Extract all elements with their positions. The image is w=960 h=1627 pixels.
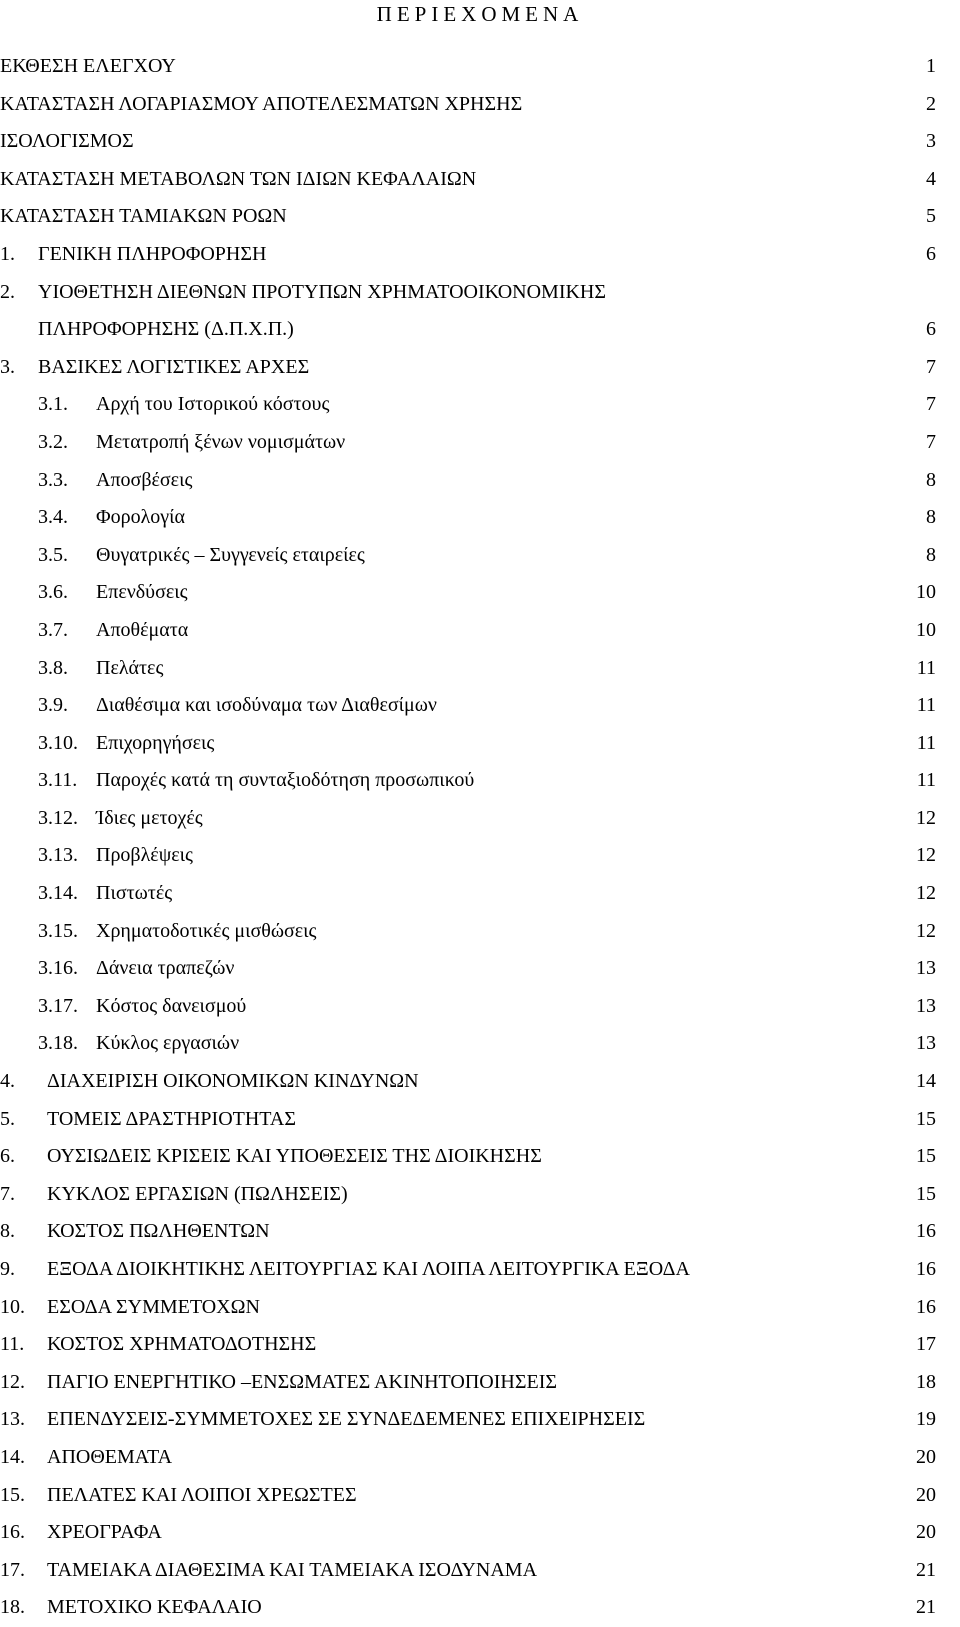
- toc-entry[interactable]: [0, 988, 960, 1026]
- toc-entry-page-number: 4: [926, 167, 936, 190]
- toc-entry[interactable]: [0, 424, 960, 462]
- toc-entry-number: 3.3.: [38, 468, 68, 491]
- toc-entry[interactable]: [0, 161, 960, 199]
- toc-entry[interactable]: [0, 236, 960, 274]
- toc-entry-number: 3.6.: [38, 581, 68, 604]
- toc-entry[interactable]: [0, 800, 960, 838]
- toc-entry-page-number: 5: [926, 205, 936, 228]
- toc-entry[interactable]: [0, 1477, 960, 1515]
- toc-entry-title: Μετατροπή ξένων νομισμάτων: [96, 430, 346, 453]
- toc-entry[interactable]: [0, 612, 960, 650]
- toc-entry[interactable]: [0, 837, 960, 875]
- toc-entry[interactable]: [0, 1589, 960, 1627]
- toc-entry-number: 3.11.: [38, 769, 78, 792]
- toc-entry[interactable]: [0, 462, 960, 500]
- toc-entry-title: ΤΑΜΕΙΑΚΑ ΔΙΑΘΕΣΙΜΑ ΚΑΙ ΤΑΜΕΙΑΚΑ ΙΣΟΔΥΝΑΜΑ: [47, 1558, 538, 1581]
- toc-entry-page-number: 11: [916, 656, 936, 679]
- toc-entry-title: ΕΣΟΔΑ ΣΥΜΜΕΤΟΧΩΝ: [47, 1295, 260, 1318]
- toc-entry-title: Αποθέματα: [96, 618, 189, 641]
- toc-entry[interactable]: [0, 1213, 960, 1251]
- toc-entry-page-number: 12: [916, 844, 936, 867]
- toc-entry-number: 3.4.: [38, 506, 68, 529]
- toc-entry-page-number: 7: [926, 355, 936, 378]
- toc-entry-title: ΚΑΤΑΣΤΑΣΗ ΤΑΜΙΑΚΩΝ ΡΟΩΝ: [0, 205, 287, 228]
- toc-entry[interactable]: [0, 1101, 960, 1139]
- toc-entry-number: 5.: [0, 1107, 15, 1130]
- toc-entry-title: ΥΙΟΘΕΤΗΣΗ ΔΙΕΘΝΩΝ ΠΡΟΤΥΠΩΝ ΧΡΗΜΑΤΟΟΙΚΟΝΟΜΙΚΗΣ: [38, 280, 607, 303]
- toc-entry-page-number: 16: [916, 1258, 936, 1280]
- toc-entry-title: ΟΥΣΙΩΔΕΙΣ ΚΡΙΣΕΙΣ ΚΑΙ ΥΠΟΘΕΣΕΙΣ ΤΗΣ ΔΙΟΙΚΗΣΗΣ: [47, 1145, 542, 1168]
- toc-entry-number: 2.: [0, 280, 15, 303]
- toc-entry-number: 3.15.: [38, 919, 78, 942]
- toc-entry-page-number: 15: [916, 1182, 936, 1205]
- toc-entry-title: Κύκλος εργασιών: [96, 1032, 240, 1055]
- toc-entry[interactable]: [0, 762, 960, 800]
- toc-entry[interactable]: [0, 386, 960, 424]
- toc-entry[interactable]: [0, 537, 960, 575]
- toc-entry-page-number: 11: [916, 769, 936, 792]
- toc-entry-number: 3.13.: [38, 844, 78, 867]
- toc-entry-number: 16.: [0, 1521, 25, 1544]
- toc-entry-title: Επιχορηγήσεις: [96, 731, 215, 754]
- toc-entry-title: Επενδύσεις: [96, 581, 188, 604]
- toc-entry[interactable]: [0, 349, 960, 387]
- toc-entry-number: 3.14.: [38, 882, 78, 905]
- toc-entry-number: 10.: [0, 1295, 25, 1318]
- toc-entry[interactable]: [0, 1138, 960, 1176]
- toc-entry-title: Χρηματοδοτικές μισθώσεις: [96, 919, 317, 942]
- toc-entry-page-number: 2: [926, 92, 936, 115]
- toc-entry-title: ΕΚΘΕΣΗ ΕΛΕΓΧΟΥ: [0, 55, 176, 77]
- toc-entry-page-number: 8: [926, 506, 936, 529]
- toc-entry-page-number: 15: [916, 1107, 936, 1130]
- toc-entry-number: 6.: [0, 1145, 15, 1168]
- toc-entry-page-number: 6: [926, 242, 936, 265]
- toc-entry-number: 3.: [0, 355, 15, 378]
- toc-entry[interactable]: [0, 1439, 960, 1477]
- toc-entry-title: ΕΞΟΔΑ ΔΙΟΙΚΗΤΙΚΗΣ ΛΕΙΤΟΥΡΓΙΑΣ ΚΑΙ ΛΟΙΠΑ ΛΕΙΤΟΥΡΓΙΚΑ ΕΞΟΔΑ: [47, 1258, 690, 1280]
- toc-entry-title: ΒΑΣΙΚΕΣ ΛΟΓΙΣΤΙΚΕΣ ΑΡΧΕΣ: [38, 355, 310, 378]
- toc-entry-title: ΚΟΣΤΟΣ ΠΩΛΗΘΕΝΤΩΝ: [47, 1220, 270, 1243]
- toc-entry-page-number: 18: [916, 1370, 936, 1393]
- toc-entry-page-number: 13: [916, 957, 936, 980]
- toc-entry-number: 9.: [0, 1258, 15, 1280]
- toc-entry-title: ΠΛΗΡΟΦΟΡΗΣΗΣ (Δ.Π.Χ.Π.): [38, 318, 294, 341]
- toc-entry-title: ΤΟΜΕΙΣ ΔΡΑΣΤΗΡΙΟΤΗΤΑΣ: [47, 1107, 296, 1130]
- toc-entry-page-number: 8: [926, 468, 936, 491]
- toc-entry-page-number: 21: [916, 1596, 936, 1619]
- toc-entry[interactable]: [0, 725, 960, 763]
- toc-entry-title: ΔΙΑΧΕΙΡΙΣΗ ΟΙΚΟΝΟΜΙΚΩΝ ΚΙΝΔΥΝΩΝ: [47, 1070, 419, 1093]
- toc-entry-title: ΚΟΣΤΟΣ ΧΡΗΜΑΤΟΔΟΤΗΣΗΣ: [47, 1333, 317, 1356]
- toc-entry-page-number: 11: [916, 694, 936, 717]
- toc-entry-title: ΚΑΤΑΣΤΑΣΗ ΛΟΓΑΡΙΑΣΜΟΥ ΑΠΟΤΕΛΕΣΜΑΤΩΝ ΧΡΗΣΗΣ: [0, 92, 523, 115]
- toc-entry-title: ΧΡΕΟΓΡΑΦΑ: [47, 1521, 162, 1544]
- toc-entry-page-number: 12: [916, 882, 936, 905]
- toc-entry-number: 12.: [0, 1370, 25, 1393]
- toc-entry-page-number: 11: [916, 731, 936, 754]
- toc-entry-number: 3.10.: [38, 731, 78, 754]
- toc-entry-page-number: 14: [916, 1070, 936, 1093]
- toc-entry-number: 3.2.: [38, 430, 68, 453]
- toc-entry-page-number: 16: [916, 1220, 936, 1243]
- toc-entry-title: ΙΣΟΛΟΓΙΣΜΟΣ: [0, 130, 134, 153]
- toc-entry-title: ΚΑΤΑΣΤΑΣΗ ΜΕΤΑΒΟΛΩΝ ΤΩΝ ΙΔΙΩΝ ΚΕΦΑΛΑΙΩΝ: [0, 167, 477, 190]
- toc-entry-page-number: 13: [916, 1032, 936, 1055]
- toc-entry-page-number: 1: [926, 55, 936, 77]
- toc-entry-title: ΠΕΛΑΤΕΣ ΚΑΙ ΛΟΙΠΟΙ ΧΡΕΩΣΤΕΣ: [47, 1483, 357, 1506]
- toc-entry-title: ΜΕΤΟΧΙΚΟ ΚΕΦΑΛΑΙΟ: [47, 1596, 262, 1619]
- toc-entry-number: 3.9.: [38, 694, 68, 717]
- toc-entry[interactable]: [0, 1063, 960, 1101]
- toc-entry-title: Φορολογία: [96, 506, 185, 529]
- toc-entry[interactable]: [0, 1251, 960, 1289]
- toc-entry[interactable]: [0, 198, 960, 236]
- toc-entry[interactable]: [0, 875, 960, 913]
- toc-entry-title: ΕΠΕΝΔΥΣΕΙΣ-ΣΥΜΜΕΤΟΧΕΣ ΣΕ ΣΥΝΔΕΔΕΜΕΝΕΣ ΕΠΙΧΕΙΡΗΣΕΙΣ: [47, 1408, 646, 1431]
- toc-entry-number: 4.: [0, 1070, 15, 1093]
- toc-entry-title: Προβλέψεις: [96, 844, 193, 867]
- toc-entry-title: Πελάτες: [96, 656, 164, 679]
- toc-entry-title: ΑΠΟΘΕΜΑΤΑ: [47, 1445, 173, 1468]
- toc-entry-page-number: 7: [926, 430, 936, 453]
- toc-entry-page-number: 17: [916, 1333, 936, 1356]
- toc-entry-number: 3.12.: [38, 806, 78, 829]
- toc-entry-title: Αποσβέσεις: [96, 468, 193, 491]
- toc-entry[interactable]: [0, 1025, 960, 1063]
- toc-entry-number: 14.: [0, 1445, 25, 1468]
- toc-entry-page-number: 19: [916, 1408, 936, 1431]
- toc-entry-page-number: 20: [916, 1521, 936, 1544]
- toc-entry-title: Παροχές κατά τη συνταξιοδότηση προσωπικού: [96, 769, 475, 792]
- toc-entry-number: 3.7.: [38, 618, 68, 641]
- toc-entry-number: 3.8.: [38, 656, 68, 679]
- toc-entry-page-number: 10: [916, 618, 936, 641]
- toc-entry-page-number: 21: [916, 1558, 936, 1581]
- toc-entry-title: Θυγατρικές – Συγγενείς εταιρείες: [96, 543, 365, 566]
- toc-entry[interactable]: [0, 950, 960, 988]
- toc-entry-page-number: 3: [926, 130, 936, 153]
- toc-entry-number: 15.: [0, 1483, 25, 1506]
- toc-entry[interactable]: [0, 274, 960, 312]
- toc-entry-page-number: 16: [916, 1295, 936, 1318]
- toc-entry-page-number: 20: [916, 1445, 936, 1468]
- toc-entry-page-number: 7: [926, 393, 936, 416]
- toc-entry[interactable]: [0, 499, 960, 537]
- toc-entry[interactable]: [0, 123, 960, 161]
- toc-entry-title: Ίδιες μετοχές: [96, 806, 203, 829]
- toc-entry[interactable]: [0, 1176, 960, 1214]
- toc-entry-page-number: 20: [916, 1483, 936, 1506]
- page-title: ΠΕΡΙΕΧΟΜΕΝΑ: [376, 2, 584, 26]
- toc-entry-number: 3.5.: [38, 543, 68, 566]
- toc-entry[interactable]: [0, 1326, 960, 1364]
- toc-entry-title: Αρχή του Ιστορικού κόστους: [96, 393, 330, 416]
- toc-entry-number: 8.: [0, 1220, 15, 1243]
- toc-entry[interactable]: [0, 574, 960, 612]
- toc-entry[interactable]: [0, 1401, 960, 1439]
- toc-entry-title: Διαθέσιμα και ισοδύναμα των Διαθεσίμων: [96, 694, 437, 717]
- toc-entry-number: 3.18.: [38, 1032, 78, 1055]
- toc-entry-title: Πιστωτές: [96, 882, 173, 905]
- toc-entry-title: ΚΥΚΛΟΣ ΕΡΓΑΣΙΩΝ (ΠΩΛΗΣΕΙΣ): [47, 1182, 348, 1205]
- toc-entry[interactable]: [0, 650, 960, 688]
- table-of-contents: [0, 48, 960, 1627]
- toc-entry-page-number: 8: [926, 543, 936, 566]
- toc-entry-page-number: 10: [916, 581, 936, 604]
- toc-entry-page-number: 12: [916, 919, 936, 942]
- toc-entry[interactable]: [0, 1514, 960, 1552]
- toc-entry[interactable]: [0, 913, 960, 951]
- toc-entry[interactable]: [0, 1364, 960, 1402]
- toc-entry-page-number: 15: [916, 1145, 936, 1168]
- toc-entry[interactable]: [0, 48, 960, 86]
- toc-entry-title: ΓΕΝΙΚΗ ΠΛΗΡΟΦΟΡΗΣΗ: [38, 242, 267, 265]
- toc-entry-title: Κόστος δανεισμού: [96, 994, 247, 1017]
- toc-entry-number: 3.16.: [38, 957, 78, 980]
- toc-entry-number: 18.: [0, 1596, 25, 1619]
- toc-entry-page-number: 12: [916, 806, 936, 829]
- toc-entry-number: 3.17.: [38, 994, 78, 1017]
- toc-entry-page-number: 13: [916, 994, 936, 1017]
- toc-entry-number: 1.: [0, 242, 15, 265]
- toc-entry-number: 13.: [0, 1408, 25, 1431]
- toc-entry[interactable]: [0, 86, 960, 124]
- toc-entry-number: 17.: [0, 1558, 25, 1581]
- toc-entry-title: Δάνεια τραπεζών: [96, 957, 235, 980]
- toc-entry[interactable]: [0, 687, 960, 725]
- toc-entry-title: ΠΑΓΙΟ ΕΝΕΡΓΗΤΙΚΟ –ΕΝΣΩΜΑΤΕΣ ΑΚΙΝΗΤΟΠΟΙΗΣΕΙΣ: [47, 1370, 557, 1393]
- toc-entry-number: 3.1.: [38, 393, 68, 416]
- toc-entry[interactable]: [0, 1289, 960, 1327]
- toc-entry-number: 7.: [0, 1182, 15, 1205]
- toc-entry[interactable]: [0, 311, 960, 349]
- toc-entry[interactable]: [0, 1552, 960, 1590]
- toc-entry-page-number: 6: [926, 318, 936, 341]
- toc-entry-number: 11.: [0, 1333, 25, 1356]
